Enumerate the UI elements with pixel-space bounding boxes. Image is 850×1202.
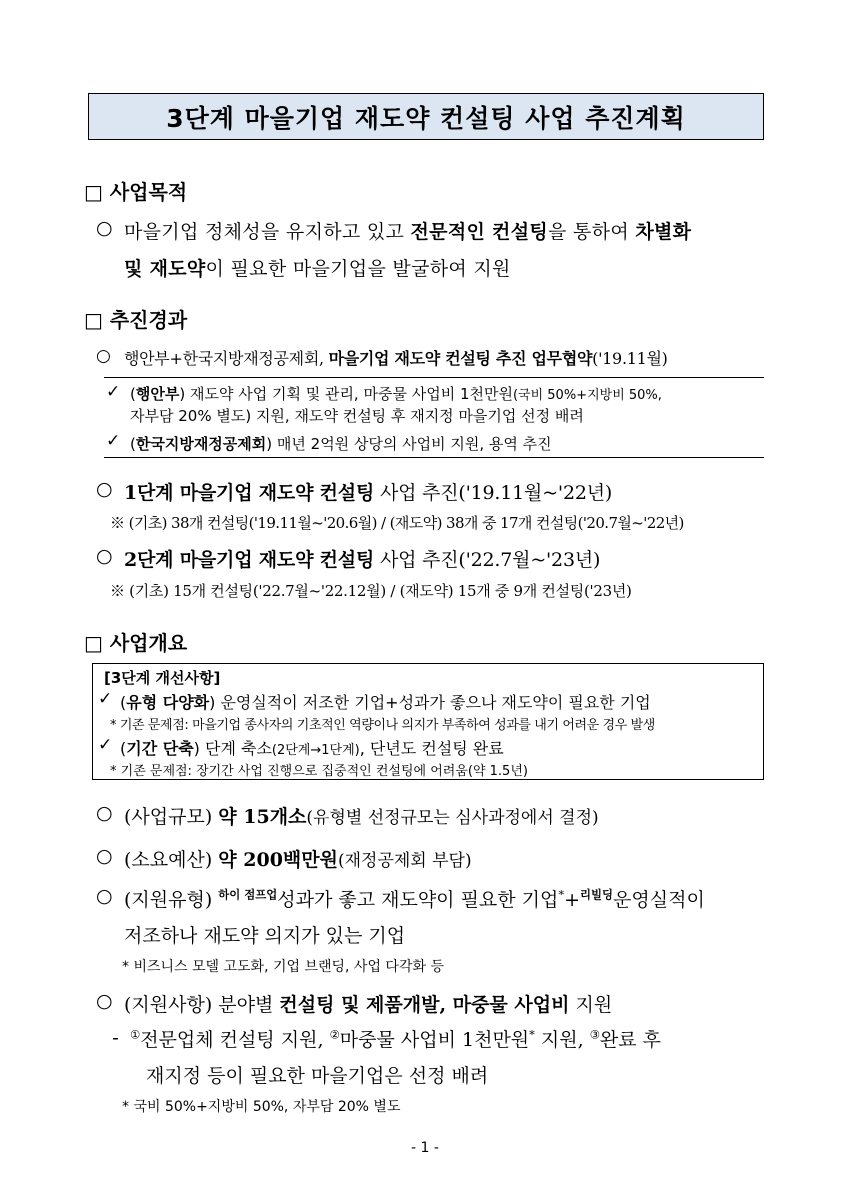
check-icon: ✓ xyxy=(98,735,113,755)
phase-2: 2단계 마을기업 재도약 컨설팅 사업 추진('22.7월~'23년) xyxy=(124,549,601,571)
improvement-diversify-note: * 기존 문제점: 마을기업 종사자의 기초적인 역량이나 의지가 부족하여 성과를 내기 어려운 경우 발생 xyxy=(110,718,655,733)
item-type-line-2: 저조하나 재도약 의지가 있는 기업 xyxy=(124,925,406,947)
support-detail-note: * 국비 50%+지방비 50%, 자부담 20% 별도 xyxy=(122,1099,401,1115)
divider-bottom xyxy=(104,457,764,458)
improvement-shorten: (기간 단축) 단계 축소(2단계→1단계), 단년도 컨설팅 완료 xyxy=(120,739,504,758)
item-support: (지원사항) 분야별 컨설팅 및 제품개발, 마중물 사업비 지원 xyxy=(124,994,613,1016)
improvement-shorten-note: * 기존 문제점: 장기간 사업 진행으로 집중적인 컨설팅에 어려움(약 1.5년) xyxy=(110,764,528,779)
bullet-icon: ○ xyxy=(96,845,113,867)
check-icon: ✓ xyxy=(106,382,121,402)
page-title: 3단계 마을기업 재도약 컨설팅 사업 추진계획 xyxy=(88,93,764,140)
item-type-note: * 비즈니스 모델 고도화, 기업 브랜딩, 사업 다각화 등 xyxy=(122,959,444,975)
page-number: - 1 - xyxy=(411,1140,439,1156)
improvement-diversify: (유형 다양화) 운영실적이 저조한 기업+성과가 좋으나 재도약이 필요한 기업 xyxy=(120,693,651,712)
bullet-icon: ○ xyxy=(96,478,113,500)
purpose-line-2: 및 재도약이 필요한 마을기업을 발굴하여 지원 xyxy=(124,258,511,280)
support-detail-line-2: 재지정 등이 필요한 마을기업은 선정 배려 xyxy=(146,1065,489,1087)
item-budget: (소요예산) 약 200백만원(재정공제회 부담) xyxy=(124,849,472,871)
bullet-icon: ○ xyxy=(96,990,113,1012)
bullet-icon: ○ xyxy=(96,545,113,567)
check-icon: ✓ xyxy=(106,431,121,451)
purpose-line-1: 마을기업 정체성을 유지하고 있고 전문적인 컨설팅을 통하여 차별화 xyxy=(124,221,692,243)
phase-2-note: ※ (기초) 15개 컨설팅('22.7월~'22.12월) / (재도약) 15개 중 9개 컨설팅('23년) xyxy=(110,582,632,600)
support-detail-line-1: ①전문업체 컨설팅 지원, ②마중물 사업비 1천만원* 지원, ③완료 후 xyxy=(130,1027,662,1051)
role-lofa-line: (한국지방재정공제회) 매년 2억원 상당의 사업비 지원, 용역 추진 xyxy=(130,435,552,453)
bullet-icon: ○ xyxy=(96,346,111,366)
role-moi-line-2: 자부담 20% 별도) 지원, 재도약 컨설팅 후 재지정 마을기업 선정 배려 xyxy=(130,407,584,425)
section-heading-purpose: □ 사업목적 xyxy=(84,180,188,204)
phase-1-note: ※ (기초) 38개 컨설팅('19.11월~'20.6월) / (재도약) 38개 중 17개 컨설팅('20.7월~'22년) xyxy=(110,514,684,532)
item-type-line-1: (지원유형) $^{하이 점프업}$성과가 좋고 재도약이 필요한 기업*+$^{리빌딩}$운영실적이 xyxy=(124,887,705,911)
history-agreement: 행안부+한국지방재정공제회, 마을기업 재도약 컨설팅 추진 업무협약('19.11월) xyxy=(124,349,668,368)
section-heading-history: □ 추진경과 xyxy=(84,308,188,332)
bullet-icon: ○ xyxy=(96,885,113,907)
improvements-title: [3단계 개선사항] xyxy=(104,669,221,687)
divider-top xyxy=(104,377,764,378)
section-heading-overview: □ 사업개요 xyxy=(84,631,188,655)
dash-icon: - xyxy=(112,1027,119,1049)
item-scale: (사업규모) 약 15개소(유형별 선정규모는 심사과정에서 결정) xyxy=(124,806,599,828)
check-icon: ✓ xyxy=(98,689,113,709)
phase-1: 1단계 마을기업 재도약 컨설팅 사업 추진('19.11월~'22년) xyxy=(124,482,613,504)
role-moi-line-1: (행안부) 재도약 사업 기획 및 관리, 마중물 사업비 1천만원(국비 50%+지방비 50%, xyxy=(130,385,662,403)
bullet-icon: ○ xyxy=(96,217,113,239)
bullet-icon: ○ xyxy=(96,802,113,824)
